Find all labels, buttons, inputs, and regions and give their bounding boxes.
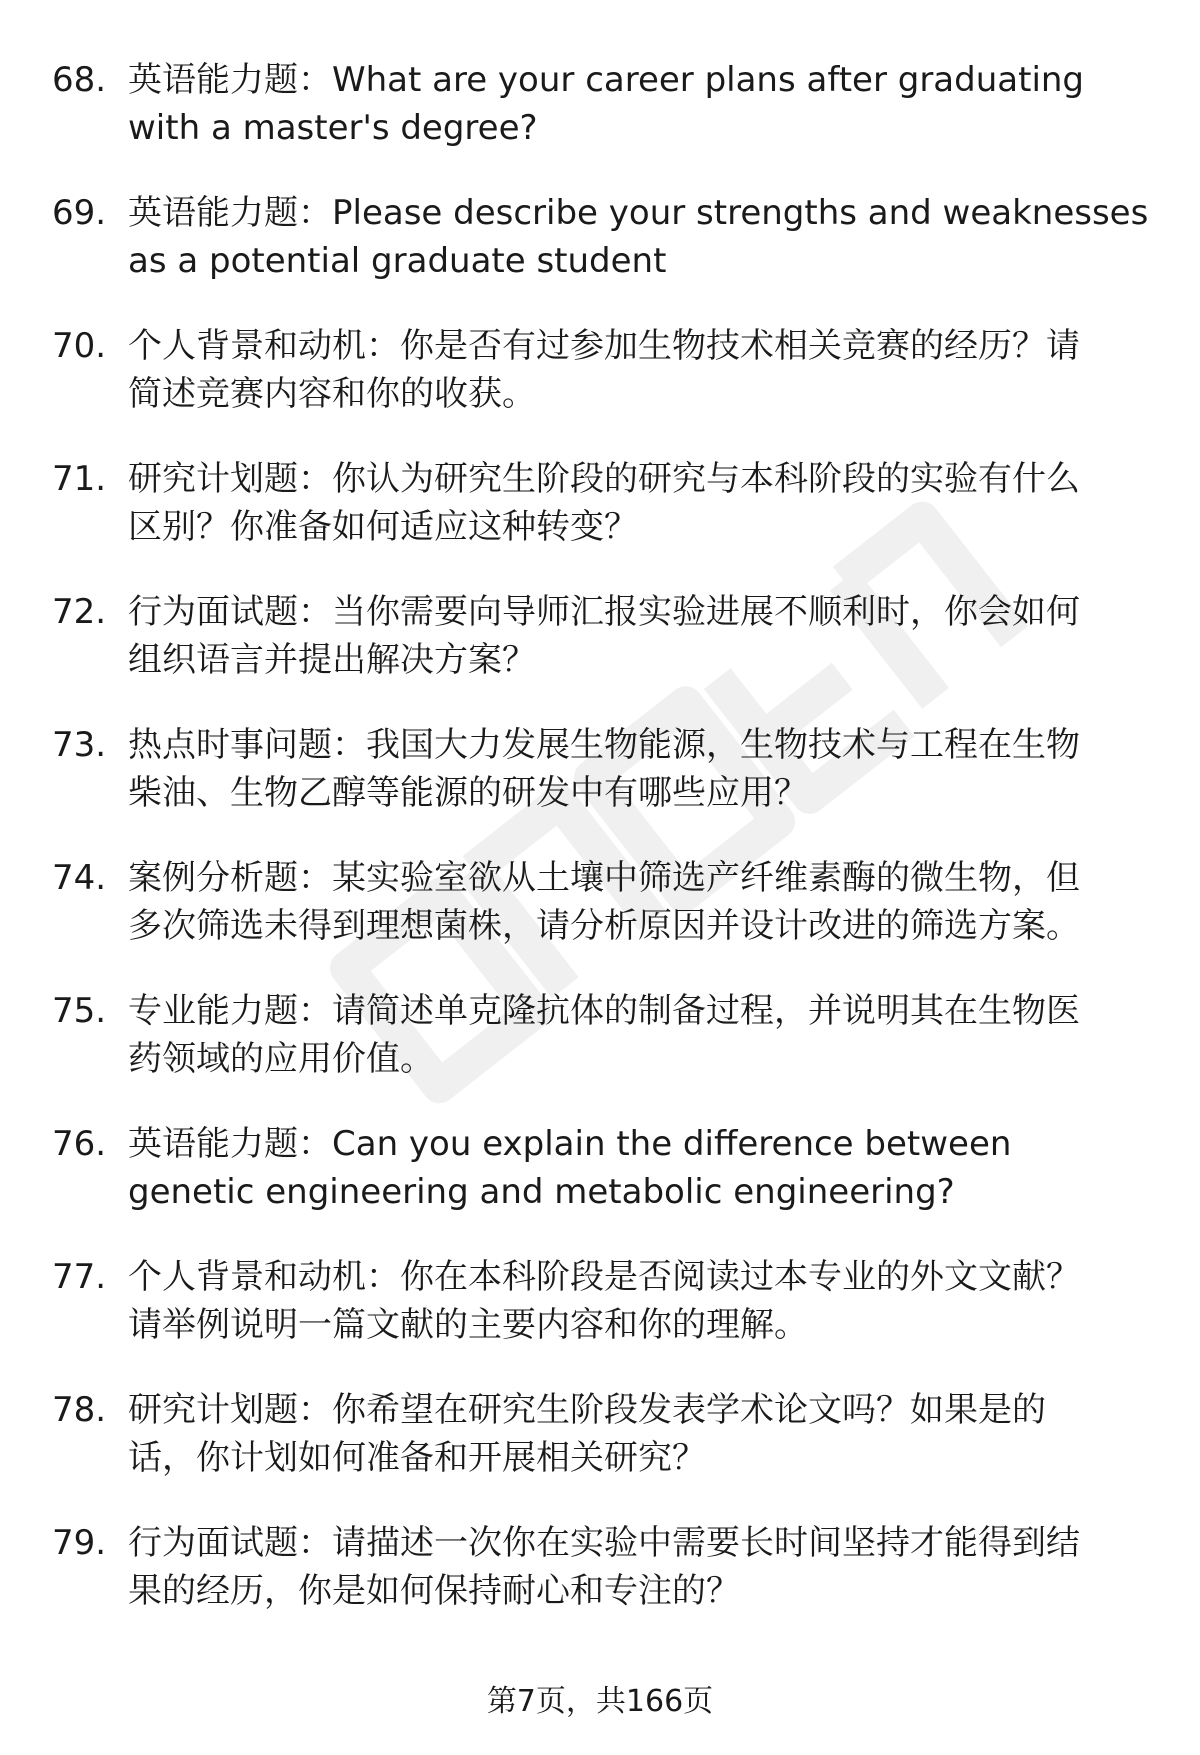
- question-text: 专业能力题：请简述单克隆抗体的制备过程，并说明其在生物医 药领域的应用价值。: [128, 991, 1080, 1079]
- question-item: [0, 322, 1200, 455]
- question-item: [0, 1519, 1200, 1652]
- question-number: 70.: [52, 326, 107, 366]
- question-text: 行为面试题：请描述一次你在实验中需要长时间坚持才能得到结 果的经历，你是如何保持耐心和专注的？: [128, 1523, 1080, 1611]
- question-item: [0, 854, 1200, 987]
- question-text: 个人背景和动机：你在本科阶段是否阅读过本专业的外文文献？ 请举例说明一篇文献的主要内容和你的理解。: [128, 1257, 1080, 1345]
- question-number: 71.: [52, 459, 107, 499]
- question-number: 68.: [52, 60, 107, 100]
- question-number: 76.: [52, 1124, 107, 1164]
- question-item: [0, 56, 1200, 189]
- question-text: 案例分析题：某实验室欲从土壤中筛选产纤维素酶的微生物，但 多次筛选未得到理想菌株，请分析原因并设计改进的筛选方案。: [128, 858, 1080, 946]
- question-text: 个人背景和动机：你是否有过参加生物技术相关竞赛的经历？请 简述竞赛内容和你的收获。: [128, 326, 1080, 414]
- question-item: [0, 455, 1200, 588]
- question-item: [0, 721, 1200, 854]
- question-number: 77.: [52, 1257, 107, 1297]
- question-list: [0, 56, 1200, 1652]
- question-item: [0, 1253, 1200, 1386]
- question-number: 79.: [52, 1523, 107, 1563]
- question-number: 73.: [52, 725, 107, 765]
- question-number: 72.: [52, 592, 107, 632]
- question-item: [0, 1120, 1200, 1253]
- question-number: 69.: [52, 193, 107, 233]
- question-number: 75.: [52, 991, 107, 1031]
- question-text: 英语能力题：What are your career plans after graduating with a master's degree?: [128, 60, 1085, 148]
- question-text: 热点时事问题：我国大力发展生物能源，生物技术与工程在生物 柴油、生物乙醇等能源的研发中有哪些应用？: [128, 725, 1080, 813]
- question-text: 行为面试题：当你需要向导师汇报实验进展不顺利时，你会如何 组织语言并提出解决方案？: [128, 592, 1080, 680]
- question-item: [0, 189, 1200, 322]
- question-item: [0, 588, 1200, 721]
- question-item: [0, 987, 1200, 1120]
- question-item: [0, 1386, 1200, 1519]
- page-number-label: 第7页，共166页: [486, 1684, 714, 1719]
- question-text: 英语能力题：Can you explain the difference between genetic engineering and metabolic engineering?: [128, 1124, 1012, 1212]
- question-text: 英语能力题：Please describe your strengths and weaknesses as a potential graduate student: [128, 193, 1149, 281]
- question-text: 研究计划题：你希望在研究生阶段发表学术论文吗？如果是的 话，你计划如何准备和开展相关研究？: [128, 1390, 1046, 1478]
- page-footer: [0, 1682, 1200, 1722]
- question-number: 74.: [52, 858, 107, 898]
- question-text: 研究计划题：你认为研究生阶段的研究与本科阶段的实验有什么 区别？你准备如何适应这种转变？: [128, 459, 1080, 547]
- question-number: 78.: [52, 1390, 107, 1430]
